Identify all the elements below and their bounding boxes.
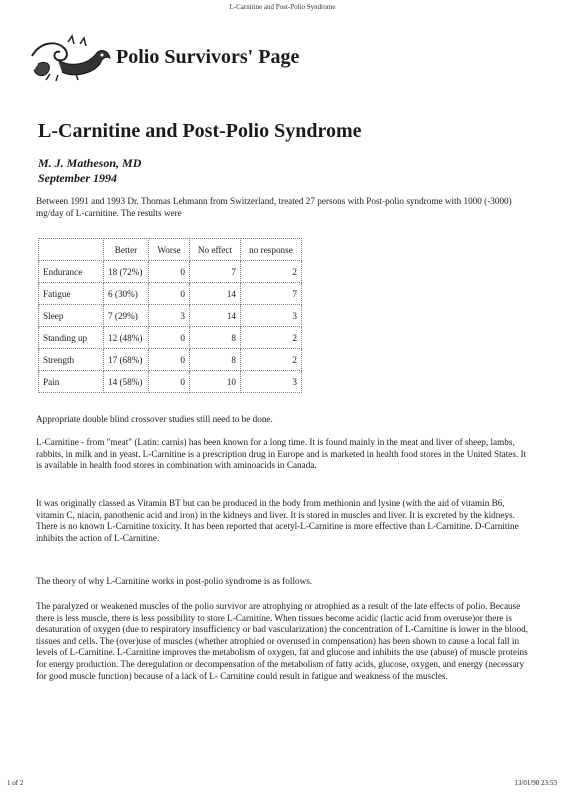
print-header: L-Carnitine and Post-Polio Syndrome [229, 3, 336, 11]
article-title: L-Carnitine and Post-Polio Syndrome [38, 120, 362, 142]
table-cell: 14 (58%) [104, 371, 149, 393]
table-cell: 6 (30%) [104, 283, 149, 305]
theory-intro-paragraph: The theory of why L-Carnitine works in post-polio syndrome is as follows. [36, 576, 313, 586]
table-header-cell: Better [104, 239, 149, 261]
table-header-cell: No effect [190, 239, 241, 261]
table-cell: 12 (48%) [104, 327, 149, 349]
table-row [39, 305, 302, 327]
theory-paragraph: The paralyzed or weakened muscles of the polio survivor are atrophying or atrophied as a result of the late effects of polio. Because there is less muscle, there is less possibility to store L-Carnitine. When tissues become acidic (lactic acid from overuse)or there is desaturation of oxygen (due to respiratory insufficiency or bad vascularization) the concentration of L-Carnitine is lower in the blood, tissues and cells. The (over)use of muscles (whether atrophied or overused in compensation) has been shown to cause a local fall in levels of L-Carnitine. L-Carnitine improves the metabolism of oxygen, fat and glucose and inhibits the use (abuse) of muscle proteins for energy production. The deregulation or decompensation of the metabolism of fatty acids, glucose, oxygen, and energy (necessary for good muscle function) because of a lack of L- Carnitine could result in fatigue and weakness of the muscles. [36, 601, 528, 681]
table-header-cell [39, 239, 104, 261]
table-cell: Sleep [39, 305, 104, 327]
table-cell: 18 (72%) [104, 261, 149, 283]
table-cell: Standing up [39, 327, 104, 349]
lcarnitine-body-paragraph: It was originally classed as Vitamin BT but can be produced in the body from methionin and lysine (with the aid of vitamin B6, vitamin C, niacin, panothenic acid and iron) in the kidneys and liver. It is stored in muscles and liver. It is excreted by the kidneys. There is no known L-Carnitine toxicity. It has been reported that acetyl-L-Carnitine is more effective than L-Carnitine. D-Carnitine inhibits the action of L-Carnitine. [36, 498, 519, 543]
table-header-cell: no response [241, 239, 302, 261]
table-cell: 8 [190, 349, 241, 371]
table-cell: Strength [39, 349, 104, 371]
table-cell: 0 [149, 327, 190, 349]
table-cell: Endurance [39, 261, 104, 283]
table-cell: 2 [241, 261, 302, 283]
table-header-cell: Worse [149, 239, 190, 261]
table-cell: Fatigue [39, 283, 104, 305]
table-cell: Pain [39, 371, 104, 393]
table-row [39, 349, 302, 371]
table-cell: 2 [241, 327, 302, 349]
print-timestamp: 13/01/98 23:53 [514, 779, 557, 787]
article-date: September 1994 [38, 171, 117, 185]
table-cell: 3 [241, 305, 302, 327]
studies-note-paragraph: Appropriate double blind crossover studies still need to be done. [36, 414, 273, 424]
table-row [39, 371, 302, 393]
table-cell: 0 [149, 283, 190, 305]
table-row [39, 327, 302, 349]
table-cell: 3 [149, 305, 190, 327]
table-row [39, 261, 302, 283]
results-table [38, 238, 302, 393]
table-cell: 3 [241, 371, 302, 393]
table-cell: 7 [190, 261, 241, 283]
table-cell: 17 (68%) [104, 349, 149, 371]
table-cell: 7 [241, 283, 302, 305]
table-cell: 0 [149, 349, 190, 371]
table-header-row [39, 239, 302, 261]
article-author: M. J. Matheson, MD [38, 156, 142, 170]
table-cell: 10 [190, 371, 241, 393]
table-row [39, 283, 302, 305]
table-cell: 0 [149, 371, 190, 393]
table-cell: 0 [149, 261, 190, 283]
table-cell: 8 [190, 327, 241, 349]
lcarnitine-origin-paragraph: L-Carnitine - from "meat" (Latin: carnis) has been known for a long time. It is found mainly in the meat and liver of sheep, lambs, rabbits, in milk and in yeast. L-Carnitine is a prescription drug in Europe and is marketed in health food stores in the United States. It is available in health food stores in combination with aminoacids in Canada. [36, 437, 527, 471]
intro-paragraph: Between 1991 and 1993 Dr. Thomas Lehmann from Switzerland, treated 27 persons with Post-polio syndrome with 1000 (-3000) mg/day of L-carnitine. The results were [36, 196, 512, 218]
table-cell: 14 [190, 283, 241, 305]
table-cell: 14 [190, 305, 241, 327]
page-number: 1 of 2 [7, 779, 24, 787]
table-cell: 2 [241, 349, 302, 371]
table-cell: 7 (29%) [104, 305, 149, 327]
dragon-logo-icon [28, 34, 112, 82]
site-title: Polio Survivors' Page [116, 46, 300, 68]
